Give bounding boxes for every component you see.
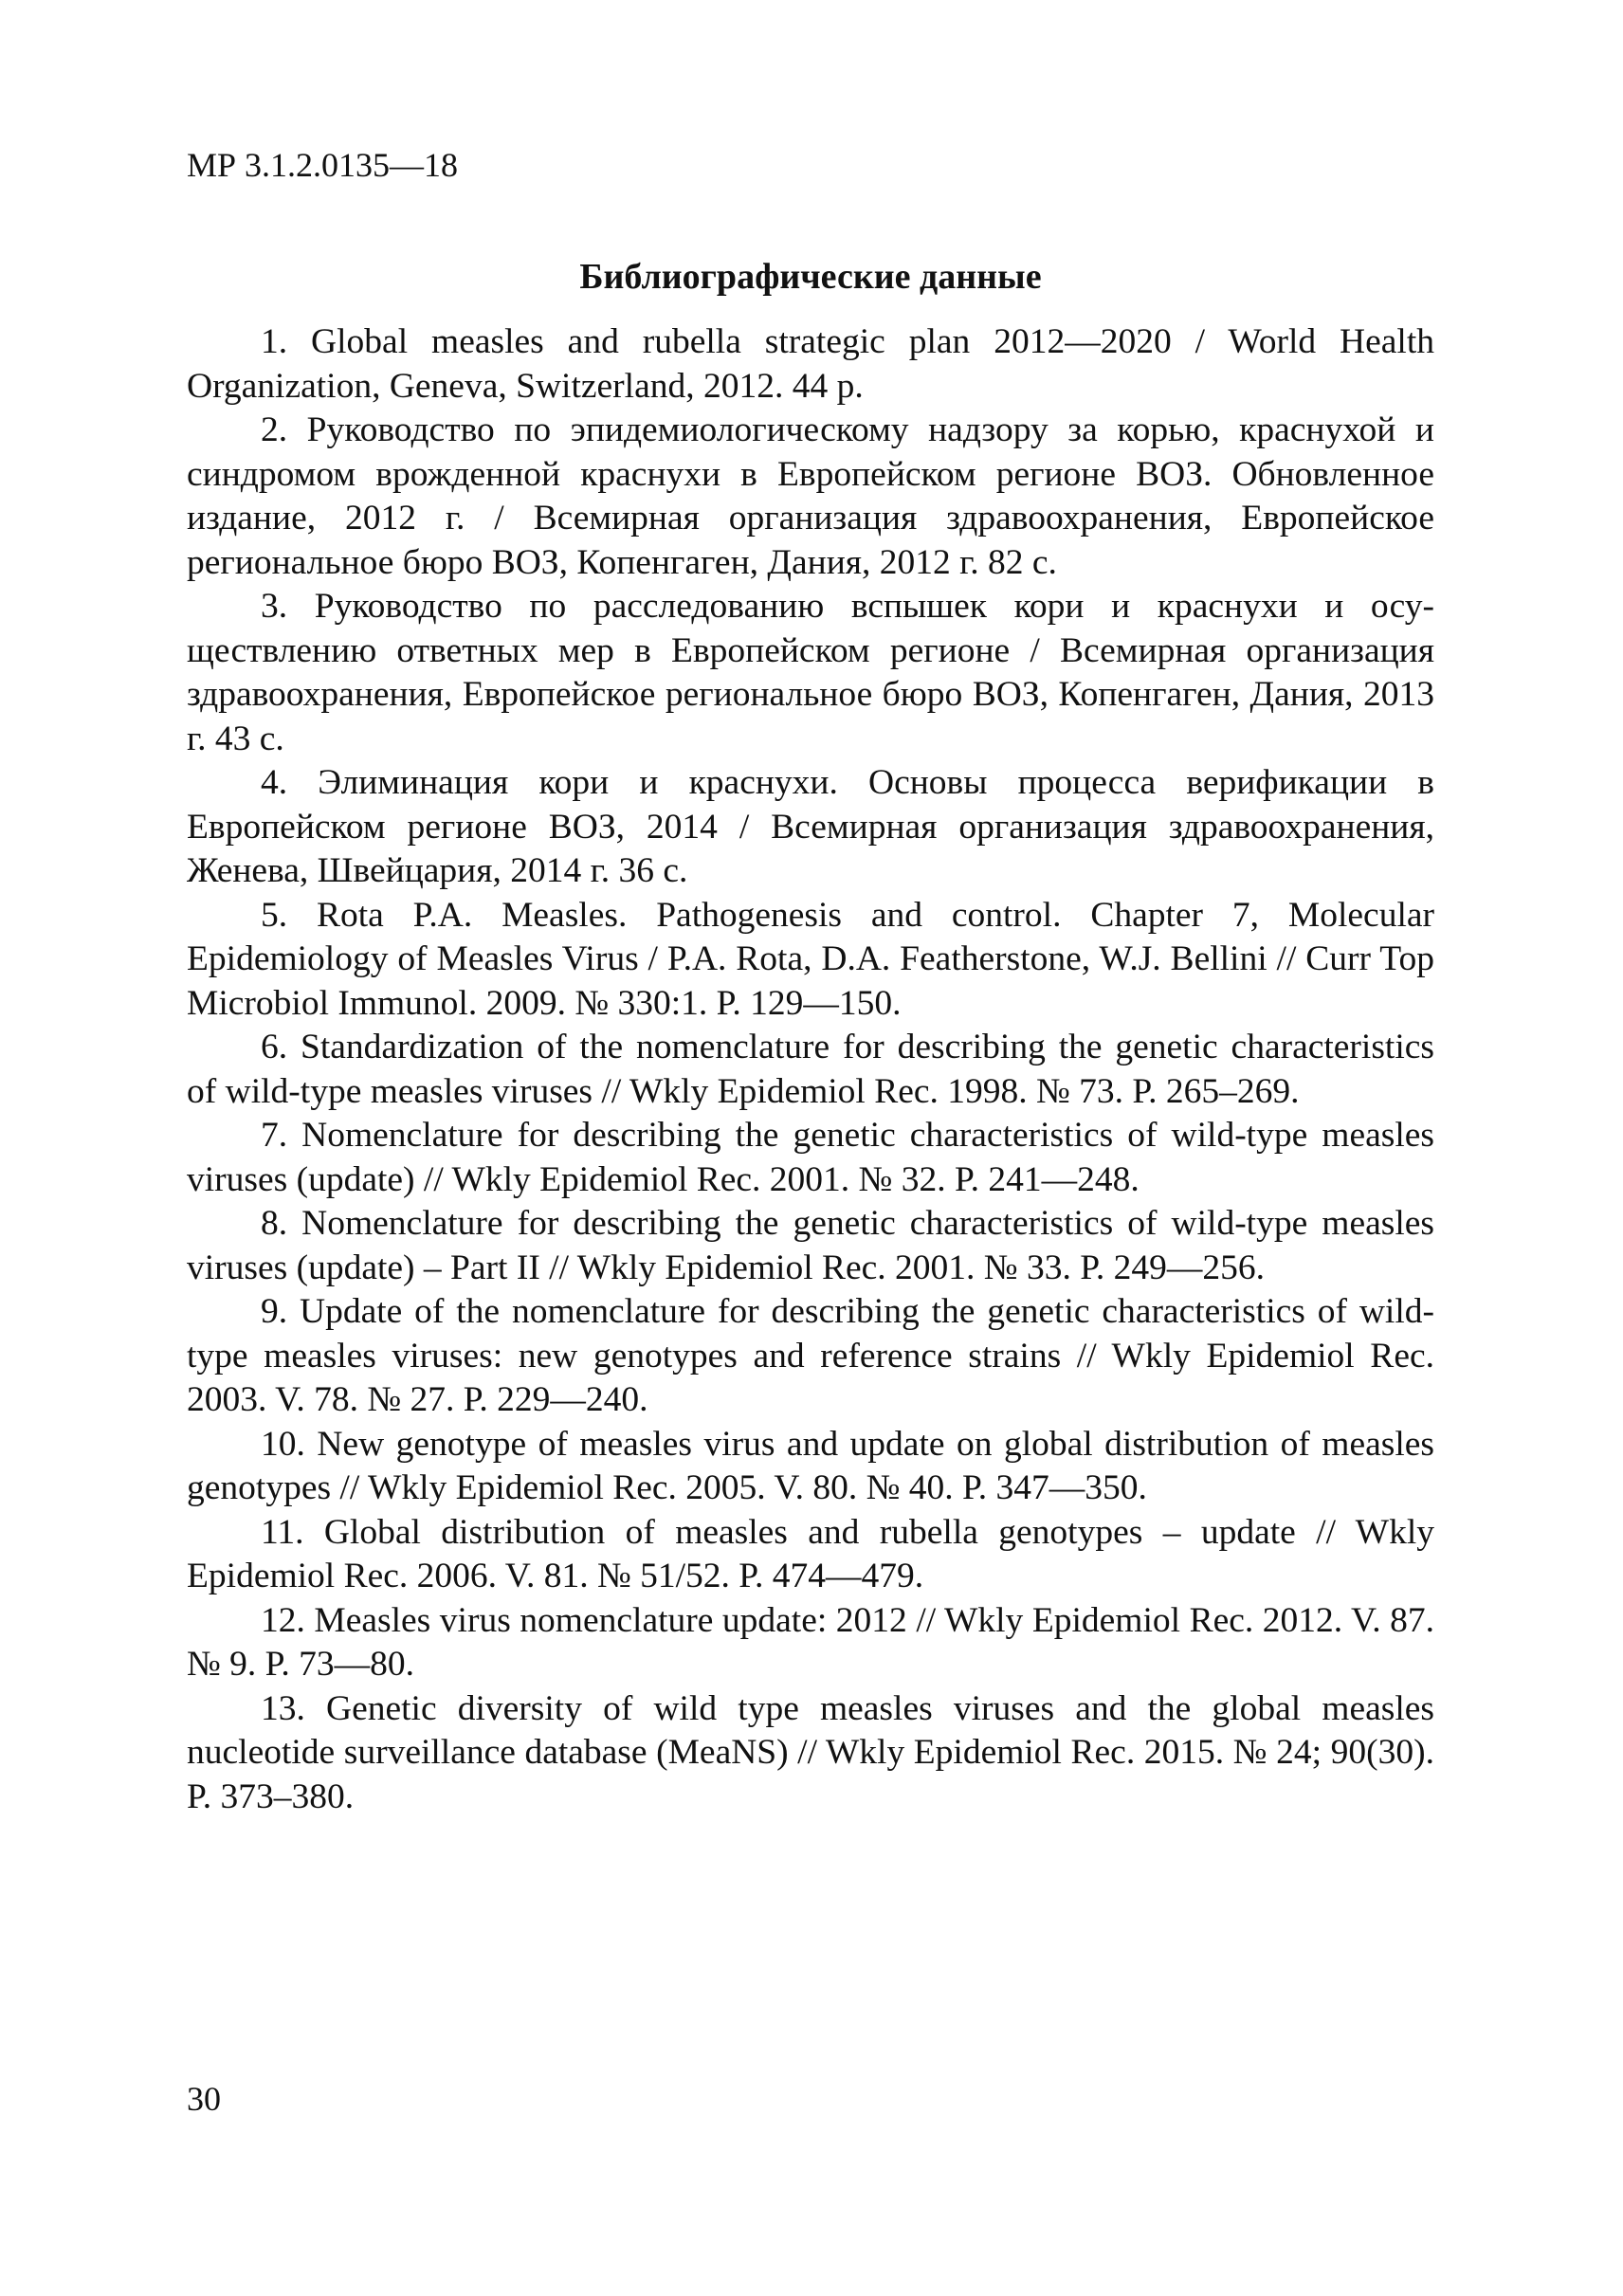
page-number: 30 [187,2080,221,2118]
reference-item: 5. Rota P.A. Measles. Pathogenesis and control. Chapter 7, Molecular Epidemiology of Measles Virus / P.A. Rota, D.A. Featherstone, W.J. Bellini // Curr Top Microbiol Immunol. 2009. № 330:1. P. 129—150. [187,895,1434,1023]
reference-item: 2. Руководство по эпидемиологическому надзору за корью, краснухой и синдромом врожденной краснухи в Европейском регионе ВОЗ. Обновленное издание, 2012 г. / Всемирная организация здравоохранения, Европейское региональное бюро ВОЗ, Копенгаген, Дания, 2012 г. 82 с. [187,410,1434,582]
document-code: МР 3.1.2.0135—18 [187,146,459,184]
reference-item: 1. Global measles and rubella strategic plan 2012—2020 / World Health Organization, Geneva, Switzerland, 2012. 44 p. [187,322,1434,406]
reference-item: 3. Руководство по расследованию вспышек кори и краснухи и осуществлению ответных мер в Европейском регионе / Всемирная организация здравоохранения, Европейское региональное бюро ВОЗ, Копенгаген, Дания, 2013 г. 43 с. [187,587,1434,758]
section-title: Библиографические данные [579,257,1042,297]
reference-item: 11. Global distribution of measles and rubella genotypes – update // Wkly Epidemiol Rec. 2006. V. 81. № 51/52. P. 474—479. [187,1512,1434,1595]
reference-item: 4. Элиминация кори и краснухи. Основы процесса верификации в Европейском регионе ВОЗ, 2014 / Всемирная организация здравоохранения, Женева, Швейцария, 2014 г. 36 с. [187,763,1434,890]
reference-item: 13. Genetic diversity of wild type measles viruses and the global measles nucleotide surveillance database (MeaNS) // Wkly Epidemiol Rec. 2015. № 24; 90(30). P. 373–380. [187,1688,1434,1816]
reference-item: 9. Update of the nomenclature for describing the genetic characteristics of wild-type measles viruses: new genotypes and reference strains // Wkly Epidemiol Rec. 2003. V. 78. № 27. P. 229—240. [187,1292,1434,1419]
reference-item: 12. Measles virus nomenclature update: 2012 // Wkly Epidemiol Rec. 2012. V. 87. № 9. P. 73—80. [187,1600,1434,1684]
reference-item: 7. Nomenclature for describing the genetic characteristics of wild-type measles viruses (update) // Wkly Epidemiol Rec. 2001. № 32. P. 241—248. [187,1116,1434,1199]
reference-list [187,320,1434,1819]
reference-item: 6. Standardization of the nomenclature for describing the genetic characteristics of wild-type measles viruses // Wkly Epidemiol Rec. 1998. № 73. P. 265–269. [187,1028,1434,1111]
reference-item: 8. Nomenclature for describing the genetic characteristics of wild-type measles viruses (update) – Part II // Wkly Epidemiol Rec. 2001. № 33. P. 249—256. [187,1204,1434,1287]
reference-item: 10. New genotype of measles virus and update on global distribution of measles genotypes // Wkly Epidemiol Rec. 2005. V. 80. № 40. P. 347—350. [187,1424,1434,1507]
